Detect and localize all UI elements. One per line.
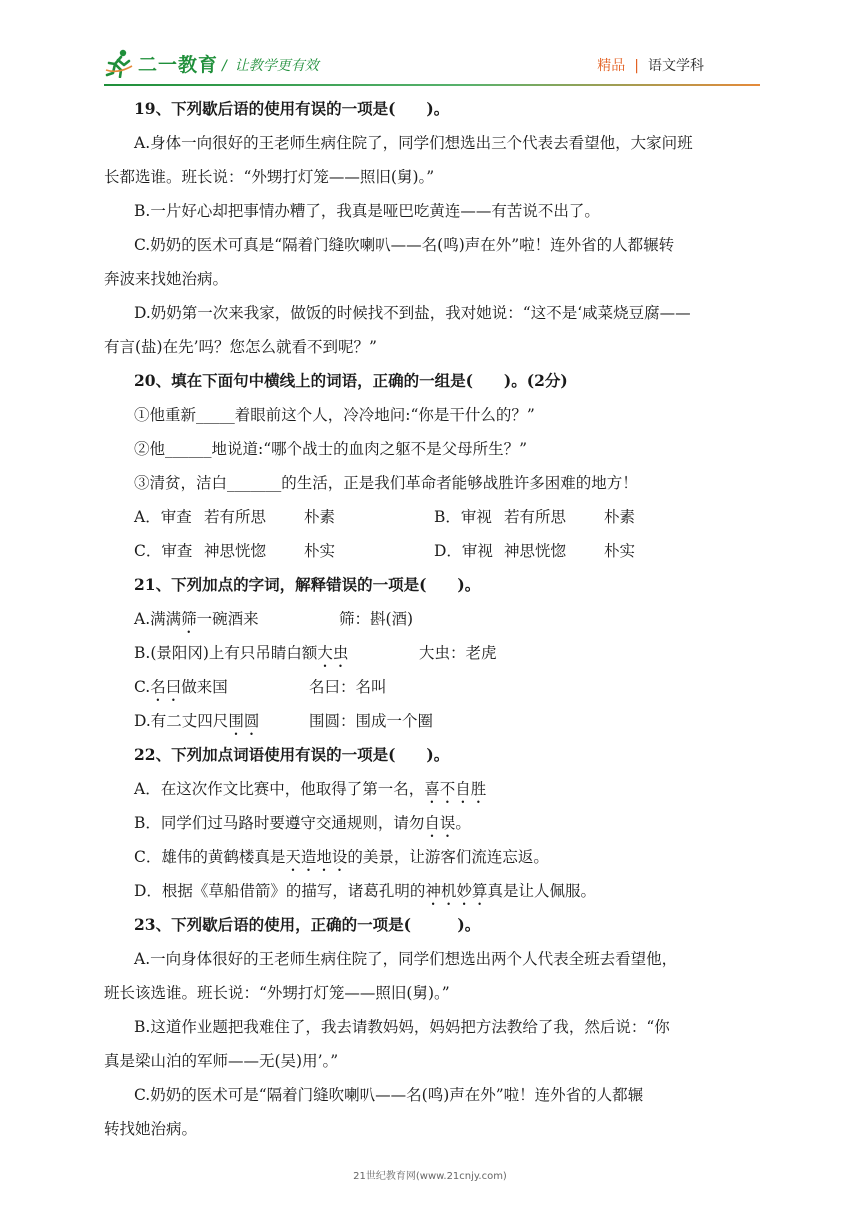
page-footer[interactable]: 21世纪教育网(www.21cnjy.com) xyxy=(353,1171,507,1182)
q19-option-d-line2: 有言(盐)在先’吗？您怎么就看不到呢？” xyxy=(104,338,377,356)
q21-b-gloss: 大虫：老虎 xyxy=(419,644,497,662)
q20-option-b-word3: 朴素 xyxy=(604,508,636,526)
q20-option-d-word3: 朴实 xyxy=(604,542,636,560)
brand-name: 二一教育 xyxy=(138,53,219,76)
q22-d-dotted-word: 神机妙算 xyxy=(425,882,488,900)
q23-option-a-line1: A.一向身体很好的王老师生病住院了，同学们想选出两个人代表全班去看望他， xyxy=(134,950,678,968)
q20-sentence-3: ③清贫，洁白_______的生活，正是我们革命者能够战胜许多困难的地方！ xyxy=(134,474,638,492)
q20-sentence-2: ②他______地说道:“哪个战士的血肉之躯不是父母所生？” xyxy=(134,440,528,458)
q20-option-a-word2: 若有所思 xyxy=(204,508,267,526)
q19-option-c-line2: 奔波来找她治病。 xyxy=(104,270,229,288)
q22-option-d: D．根据《草船借箭》的描写，诸葛孔明的神机妙算真是让人佩服。 xyxy=(134,882,596,900)
q20-options-row-2 xyxy=(104,534,764,568)
question-20-stem: 20、填在下面句中横线上的词语，正确的一组是( )。(2分) xyxy=(134,371,568,390)
q20-option-c-word3: 朴实 xyxy=(304,542,336,560)
q20-option-c-word2: 神思恍惚 xyxy=(204,542,267,560)
page-header xyxy=(0,0,860,90)
q22-a-dotted-word: 喜不自胜 xyxy=(424,780,487,798)
brand-logo[interactable] xyxy=(104,48,218,78)
q23-option-c-line2: 转找她治病。 xyxy=(104,1120,198,1138)
q21-option-c: C.名曰做来国 名曰：名叫 xyxy=(134,678,387,696)
question-23-stem: 23、下列歇后语的使用，正确的一项是( )。 xyxy=(134,915,481,934)
q20-option-b-word1: B．审视 xyxy=(434,508,492,526)
q20-option-c-word1: C．审查 xyxy=(134,542,193,560)
q21-c-dotted-word: 名曰 xyxy=(150,678,182,696)
q19-option-b: B.一片好心却把事情办糟了，我真是哑巴吃黄连——有苦说不出了。 xyxy=(134,202,600,220)
q20-option-b-word2: 若有所思 xyxy=(504,508,567,526)
q20-option-d-word1: D．审视 xyxy=(434,542,493,560)
q21-b-dotted-word: 大虫 xyxy=(317,644,349,662)
q21-option-d: D.有二丈四尺围圆 围圆：围成一个圈 xyxy=(134,712,434,730)
q21-d-gloss: 围圆：围成一个圈 xyxy=(309,712,434,730)
q20-options-row-1 xyxy=(104,500,764,534)
q23-option-b-line1: B.这道作业题把我难住了，我去请教妈妈，妈妈把方法教给了我，然后说：“你 xyxy=(134,1018,670,1036)
q23-option-b-line2: 真是梁山泊的军师——无(吴)用’。” xyxy=(104,1052,339,1070)
q21-d-dotted-word: 围圆 xyxy=(228,712,260,730)
q20-sentence-1: ①他重新_____着眼前这个人，冷冷地问:“你是干什么的？” xyxy=(134,406,535,424)
q20-option-a-word1: A．审查 xyxy=(134,508,192,526)
question-22-stem: 22、下列加点词语使用有误的一项是( )。 xyxy=(134,745,450,764)
q21-c-gloss: 名曰：名叫 xyxy=(309,678,387,696)
question-21-stem: 21、下列加点的字词，解释错误的一项是( )。 xyxy=(134,575,481,594)
q21-a-dotted-word: 筛 xyxy=(181,610,197,628)
premium-badge: 精品 xyxy=(597,58,626,74)
q22-option-a: A．在这次作文比赛中，他取得了第一名，喜不自胜 xyxy=(134,780,487,798)
q21-option-b: B.(景阳冈)上有只吊睛白额大虫 大虫：老虎 xyxy=(134,644,497,662)
q23-option-a-line2: 班长该选谁。班长说：“外甥打灯笼——照旧(舅)。” xyxy=(104,984,450,1002)
q22-option-c: C．雄伟的黄鹤楼真是天造地设的美景，让游客们流连忘返。 xyxy=(134,848,549,866)
subject-label: 语文学科 xyxy=(648,58,704,74)
q23-option-c-line1: C.奶奶的医术可是“隔着门缝吹喇叭——名(鸣)声在外”啦！连外省的人都辗 xyxy=(134,1086,644,1104)
header-divider xyxy=(104,84,760,86)
q19-option-a-line1: A.身体一向很好的王老师生病住院了，同学们想选出三个代表去看望他，大家问班 xyxy=(134,134,693,152)
q19-option-a-line2: 长都选谁。班长说：“外甥打灯笼——照旧(舅)。” xyxy=(104,168,435,186)
slogan: / 让教学更有效 xyxy=(222,58,319,74)
q21-a-gloss: 筛：斟(酒) xyxy=(339,610,414,628)
slogan-text: 让教学更有效 xyxy=(234,58,319,74)
q22-option-b: B．同学们过马路时要遵守交通规则，请勿自误。 xyxy=(134,814,471,832)
q20-option-a-word3: 朴素 xyxy=(304,508,336,526)
running-figure-icon xyxy=(104,48,134,78)
document-body xyxy=(104,92,764,1146)
q19-option-c-line1: C.奶奶的医术可真是“隔着门缝吹喇叭——名(鸣)声在外”啦！连外省的人都辗转 xyxy=(134,236,675,254)
header-right: 精品 | 语文学科 xyxy=(597,58,704,74)
q21-option-a: A.满满筛一碗酒来 筛：斟(酒) xyxy=(134,610,414,628)
q22-c-dotted-word: 天造地设 xyxy=(285,848,348,866)
q20-option-d-word2: 神思恍惚 xyxy=(504,542,567,560)
q19-option-d-line1: D.奶奶第一次来我家，做饭的时候找不到盐，我对她说：“这不是‘咸菜烧豆腐—— xyxy=(134,304,691,322)
question-19-stem: 19、下列歇后语的使用有误的一项是( )。 xyxy=(134,99,450,118)
q22-b-dotted-word: 自误 xyxy=(424,814,456,832)
